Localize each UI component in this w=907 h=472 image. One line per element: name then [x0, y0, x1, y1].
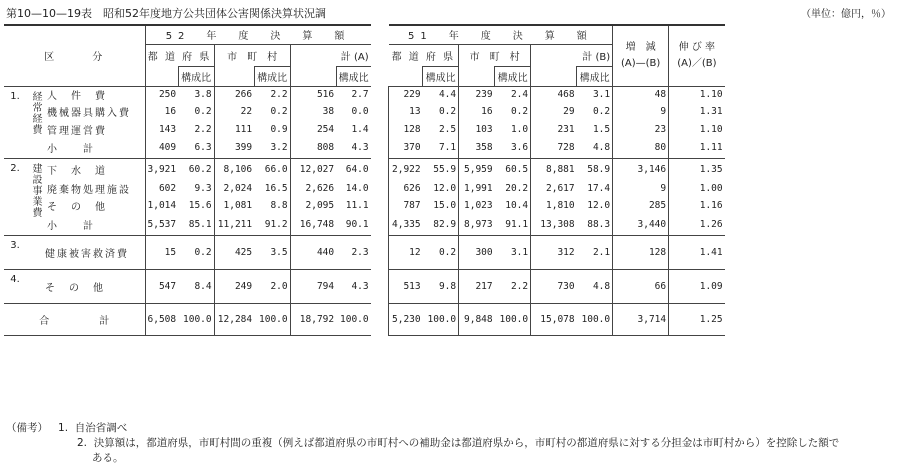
value-cell: 2,095 [305, 200, 335, 211]
table-body [4, 86, 725, 335]
value-cell: 1.09 [669, 269, 725, 303]
value-cell: 3.2 [254, 138, 290, 158]
value-cell: 100.0 [336, 303, 371, 335]
value-cell: 5,537 [147, 218, 177, 230]
total-row [4, 303, 725, 335]
value-cell: 0.2 [423, 103, 459, 120]
note-1-text: 自治省調べ [74, 422, 128, 434]
row-label: 下 水 道 [45, 158, 145, 180]
value-cell: 8,881 [531, 158, 577, 180]
value-cell: 1,991 [464, 183, 493, 194]
value-cell: 1.0 [495, 120, 531, 138]
note-2 [6, 436, 839, 451]
value-cell: 103 [475, 123, 493, 135]
value-cell: 38 [322, 106, 335, 117]
value-cell: 9.3 [178, 180, 214, 197]
value-cell: 728 [557, 142, 575, 154]
header-total-b: 計 (B) [531, 44, 613, 66]
value-cell: 29 [563, 106, 575, 117]
value-cell: 90.1 [345, 218, 369, 230]
value-cell: 3,146 [613, 158, 669, 180]
value-cell: 12 [389, 235, 423, 269]
value-cell: 370 [389, 138, 423, 158]
value-cell: 358 [475, 142, 493, 154]
value-cell: 5,959 [459, 158, 495, 180]
value-cell: 602 [158, 183, 177, 194]
value-cell: 0.0 [351, 106, 369, 117]
notes [6, 421, 839, 466]
value-cell: 13,308 [540, 218, 575, 230]
value-cell: 312 [531, 235, 577, 269]
table-row [4, 103, 725, 120]
header-change [613, 25, 669, 86]
value-cell: 2,617 [546, 183, 575, 194]
value-cell: 1,014 [147, 200, 177, 211]
value-cell: 250 [145, 86, 178, 103]
value-cell: 626 [389, 180, 423, 197]
value-cell: 409 [158, 142, 177, 154]
value-cell: 15,078 [531, 303, 577, 335]
value-cell: 3.8 [178, 86, 214, 103]
value-cell: 0.2 [577, 103, 613, 120]
value-cell: 3.6 [495, 138, 531, 158]
value-cell: 9 [613, 103, 669, 120]
value-cell: 2.3 [336, 235, 371, 269]
value-cell: 513 [389, 269, 423, 303]
table-row [4, 180, 725, 197]
group-number: 2. [4, 158, 26, 235]
value-cell: 8.4 [178, 269, 214, 303]
value-cell: 2.1 [577, 235, 613, 269]
row-label: 人 件 費 [45, 86, 145, 103]
note-2-cont: ある。 [92, 452, 124, 464]
value-cell: 15 [145, 235, 178, 269]
value-cell: 285 [613, 197, 669, 214]
header-change-sub: (A)—(B) [620, 57, 661, 69]
header-growth-sub: (A)／(B) [677, 57, 717, 69]
value-cell: 4,335 [389, 214, 423, 235]
value-cell: 3.1 [577, 86, 613, 103]
value-cell: 1.35 [669, 158, 725, 180]
note-2-text: 決算額は，都道府県，市町村間の重複（例えば都道府県の市町村への補助金は都道府県から，市町村の都道府県に対する分担金は市町村から）を控除した額で [93, 437, 840, 449]
header-city-52: 市 町 村 [214, 44, 290, 66]
value-cell: 3,921 [145, 158, 178, 180]
notes-label: （備考） [6, 422, 48, 434]
group-label: 建設事業費 [30, 162, 41, 218]
row-label: 小 計 [45, 214, 145, 235]
value-cell: 91.1 [495, 214, 531, 235]
header-ratio: 構成比 [423, 66, 459, 86]
group-label: 経常経費 [30, 90, 41, 135]
value-cell: 3.1 [495, 235, 531, 269]
table-row [4, 86, 725, 103]
value-cell: 11,211 [217, 218, 253, 230]
value-cell: 4.8 [577, 269, 613, 303]
value-cell: 3,440 [613, 214, 669, 235]
value-cell: 2,024 [223, 183, 253, 194]
value-cell: 16.5 [254, 180, 290, 197]
row-label: 健康被害救済費 [45, 235, 145, 269]
header-ratio: 構成比 [254, 66, 290, 86]
value-cell: 425 [214, 235, 254, 269]
table-row [4, 235, 725, 269]
header-growth [669, 25, 725, 86]
value-cell: 1.4 [351, 123, 369, 135]
header-change-label: 増 減 [625, 41, 656, 53]
header-year51: 51 年 度 決 算 額 [389, 25, 613, 44]
value-cell: 6,508 [145, 303, 178, 335]
table-row [4, 269, 725, 303]
value-cell: 100.0 [178, 303, 214, 335]
value-cell: 143 [158, 123, 177, 135]
value-cell: 516 [290, 86, 336, 103]
value-cell: 1.10 [669, 86, 725, 103]
value-cell: 100.0 [254, 303, 290, 335]
value-cell: 91.2 [254, 214, 290, 235]
value-cell: 300 [459, 235, 495, 269]
value-cell: 20.2 [495, 180, 531, 197]
table-row [4, 120, 725, 138]
value-cell: 2,922 [389, 158, 423, 180]
value-cell: 8.8 [254, 197, 290, 214]
value-cell: 82.9 [423, 214, 459, 235]
header-pref-51: 都 道 府 県 [389, 44, 459, 66]
value-cell: 100.0 [495, 303, 531, 335]
value-cell: 2.2 [495, 269, 531, 303]
value-cell: 217 [459, 269, 495, 303]
header-ratio: 構成比 [577, 66, 613, 86]
value-cell: 48 [613, 86, 669, 103]
value-cell: 16,748 [299, 218, 335, 230]
header-total-a: 計 (A) [340, 51, 369, 63]
row-label: 小 計 [45, 138, 145, 158]
value-cell: 2.5 [423, 120, 459, 138]
value-cell: 787 [389, 197, 423, 214]
table-row [4, 138, 725, 158]
value-cell: 1.10 [699, 123, 723, 135]
value-cell: 128 [389, 120, 423, 138]
value-cell: 64.0 [336, 158, 371, 180]
header-growth-label: 伸 び 率 [678, 41, 716, 53]
value-cell: 2.4 [495, 86, 531, 103]
value-cell: 12,284 [214, 303, 254, 335]
value-cell: 9,848 [459, 303, 495, 335]
value-cell: 88.3 [577, 214, 613, 235]
value-cell: 12.0 [577, 197, 613, 214]
value-cell: 60.2 [178, 158, 214, 180]
value-cell: 794 [290, 269, 336, 303]
value-cell: 3,714 [613, 303, 669, 335]
value-cell: 730 [531, 269, 577, 303]
value-cell: 4.8 [577, 138, 613, 158]
value-cell: 55.9 [423, 158, 459, 180]
row-label: 管理運営費 [45, 120, 145, 138]
value-cell: 0.2 [495, 103, 531, 120]
value-cell: 1.41 [669, 235, 725, 269]
value-cell: 249 [214, 269, 254, 303]
value-cell: 229 [389, 86, 423, 103]
group-number: 4. [4, 269, 26, 303]
value-cell: 16 [481, 106, 493, 117]
value-cell: 5,230 [389, 303, 423, 335]
value-cell: 22 [240, 106, 253, 117]
value-cell: 80 [613, 138, 669, 158]
header-ratio: 構成比 [495, 66, 531, 86]
value-cell: 1,023 [464, 200, 493, 211]
value-cell: 2.2 [178, 120, 214, 138]
note-2-num: 2. [77, 437, 88, 449]
value-cell: 231 [557, 123, 575, 135]
row-label: そ の 他 [45, 269, 145, 303]
value-cell: 1.11 [699, 142, 723, 154]
row-label: 機械器具購入費 [45, 103, 145, 120]
value-cell: 1.26 [699, 218, 723, 230]
value-cell: 58.9 [577, 158, 613, 180]
value-cell: 468 [531, 86, 577, 103]
value-cell: 1.16 [699, 200, 723, 211]
table-row [4, 197, 725, 214]
value-cell: 1.31 [699, 106, 723, 117]
value-cell: 4.3 [351, 142, 369, 154]
value-cell: 7.1 [423, 138, 459, 158]
value-cell: 16 [164, 106, 177, 117]
value-cell: 11.1 [345, 200, 369, 211]
value-cell: 0.2 [178, 235, 214, 269]
total-label: 合 計 [4, 303, 145, 335]
value-cell: 23 [613, 120, 669, 138]
value-cell: 13 [389, 103, 423, 120]
value-cell: 10.4 [495, 197, 531, 214]
group-number: 3. [4, 235, 26, 269]
group-number: 1. [4, 86, 26, 158]
value-cell: 17.4 [577, 180, 613, 197]
value-cell: 100.0 [423, 303, 459, 335]
value-cell: 66 [613, 269, 669, 303]
value-cell: 399 [234, 142, 253, 154]
header-year52: 52 年 度 決 算 額 [145, 25, 371, 44]
table-row [4, 158, 725, 180]
value-cell: 15.0 [423, 197, 459, 214]
value-cell: 2,626 [305, 183, 335, 194]
value-cell: 440 [290, 235, 336, 269]
value-cell: 0.9 [254, 120, 290, 138]
note-1-num: 1. [58, 422, 69, 434]
value-cell: 547 [145, 269, 178, 303]
header-ratio: 構成比 [336, 66, 371, 86]
value-cell: 15.6 [178, 197, 214, 214]
value-cell: 100.0 [577, 303, 613, 335]
header-pref-52: 都 道 府 県 [145, 44, 214, 66]
value-cell: 111 [234, 123, 253, 135]
row-label: そ の 他 [45, 197, 145, 214]
value-cell: 6.3 [178, 138, 214, 158]
value-cell: 1.5 [577, 120, 613, 138]
value-cell: 0.2 [178, 103, 214, 120]
row-label: 廃棄物処理施設 [45, 180, 145, 197]
value-cell: 254 [316, 123, 335, 135]
value-cell: 8,106 [214, 158, 254, 180]
value-cell: 60.5 [495, 158, 531, 180]
value-cell: 239 [459, 86, 495, 103]
value-cell: 4.3 [336, 269, 371, 303]
value-cell: 12.0 [423, 180, 459, 197]
value-cell: 1.00 [699, 183, 723, 194]
header-ratio: 構成比 [178, 66, 214, 86]
value-cell: 85.1 [178, 214, 214, 235]
note-1 [6, 421, 839, 436]
header-kubun: 区 分 [4, 25, 145, 86]
value-cell: 9 [613, 180, 669, 197]
value-cell: 2.0 [254, 269, 290, 303]
header-city-51: 市 町 村 [459, 44, 531, 66]
value-cell: 1.25 [669, 303, 725, 335]
value-cell: 2.2 [254, 86, 290, 103]
settlement-table [4, 24, 725, 336]
value-cell: 12,027 [290, 158, 336, 180]
table-row [4, 214, 725, 235]
value-cell: 3.5 [254, 235, 290, 269]
value-cell: 128 [613, 235, 669, 269]
value-cell: 18,792 [290, 303, 336, 335]
table-title: 第10—10—19表 昭和52年度地方公共団体公害関係決算状況調 [6, 7, 326, 20]
value-cell: 1,081 [223, 200, 253, 211]
value-cell: 266 [214, 86, 254, 103]
value-cell: 0.2 [423, 235, 459, 269]
value-cell: 8,973 [464, 218, 493, 230]
value-cell: 9.8 [423, 269, 459, 303]
value-cell: 4.4 [423, 86, 459, 103]
unit-label: （単位：億円，％） [801, 9, 891, 20]
value-cell: 14.0 [345, 183, 369, 194]
value-cell: 808 [316, 142, 335, 154]
value-cell: 2.7 [336, 86, 371, 103]
value-cell: 66.0 [254, 158, 290, 180]
value-cell: 0.2 [254, 103, 290, 120]
value-cell: 1,810 [546, 200, 575, 211]
